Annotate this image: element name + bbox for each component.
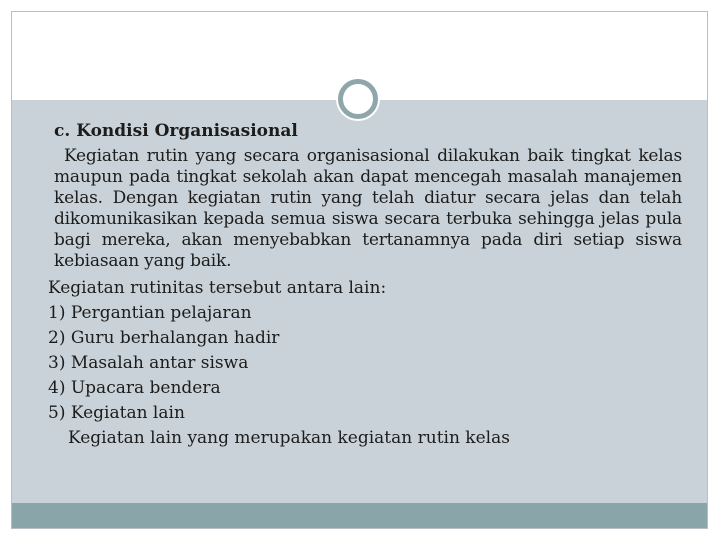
section-heading: c. Kondisi Organisasional: [54, 121, 298, 141]
circle-ornament-icon: [338, 79, 378, 119]
slide-footer-band: [12, 503, 707, 528]
list-item: 4) Upacara bendera: [48, 378, 221, 398]
list-item: 3) Masalah antar siswa: [48, 353, 249, 373]
header-divider-right: [392, 99, 707, 100]
header-divider-left: [12, 99, 330, 100]
body-paragraph: Kegiatan rutin yang secara organisasional dilakukan baik tingkat kelas maupun pada tingkat sekolah akan dapat mencegah masalah manajemen kelas. Dengan kegiatan rutin yang telah diatur secara jelas dan telah dikomunikasikan kepada semua siswa secara terbuka sehingga jelas pula bagi mereka, akan menyebabkan tertanamnya pada diri setiap siswa kebiasaan yang baik.: [54, 146, 682, 271]
list-intro: Kegiatan rutinitas tersebut antara lain:: [48, 278, 387, 298]
list-item: 1) Pergantian pelajaran: [48, 303, 252, 323]
slide: [11, 11, 708, 529]
list-item: 5) Kegiatan lain: [48, 403, 185, 423]
routine-list: [48, 301, 682, 426]
slide-content: [48, 120, 682, 451]
closing-line: Kegiatan lain yang merupakan kegiatan rutin kelas: [68, 428, 510, 448]
list-item: 2) Guru berhalangan hadir: [48, 328, 280, 348]
